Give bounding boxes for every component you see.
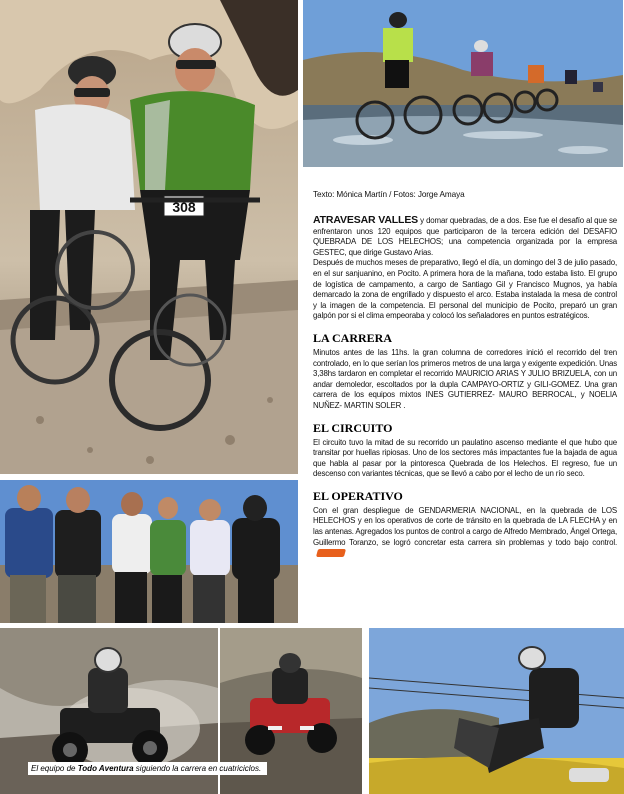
photo-cyclists-stream [303, 0, 623, 167]
article-credits: Texto: Mónica Martín / Fotos: Jorge Amaya [313, 190, 465, 199]
intro-paragraph-2: Después de muchos meses de preparativo, llegó el día, un domingo del 3 de julio pasado, en el sur sanjuanino, en Pocito. A primera hora de la mañana, todo estaba listo. El grupo de logística de campamento, a cargo de Santiago Gil y Francisco Mugnos, ya había demarcado la zona de engrillado y dispuesto el arco. Estaba instalada la mesa de control y la imagen de la competencia. El personal del municipio de Pocito, preparó un gran galpón por si el clima empeoraba y colocó los señaladores en puntos estratégicos. [313, 258, 617, 321]
photo-cyclists-main [0, 0, 298, 474]
section-title-el-circuito: EL CIRCUITO [313, 420, 393, 435]
section-text-el-circuito: El circuito tuvo la mitad de su recorrido un paulatino ascenso mediante el que hubo que transitar por huellas ripiosas. Uno de los sectores más impactantes fue la bajada de agua que habla al pasar por la pintoresca Quebrada de los Helechos. El regreso, fue un descenso con variantes técnicas, que se llevó a cabo por el lecho de un río seco. [313, 437, 617, 479]
photo-rider-on-track [369, 628, 624, 794]
section-text-el-operativo-body: Con el gran despliegue de GENDARMERIA NACIONAL, en la quebrada de LOS HELECHOS y en los operativos de corte de tránsito en la quebrada de LA FLECHA y en las antenas. Agregados los puntos de control a cargo de Alfredo Membrado, Ángel Ortega, Guillermo Toranzo, se logró concretar esta carrera sin problemas y todo bajo control. [313, 505, 617, 547]
intro-paragraph [313, 215, 617, 258]
caption-text-pre: El equipo de [31, 764, 78, 773]
intro-lead: ATRAVESAR VALLES [313, 214, 419, 226]
section-title-el-operativo: EL OPERATIVO [313, 488, 403, 503]
photo-caption [28, 762, 267, 775]
photo-team-group [0, 480, 298, 623]
end-of-article-mark [316, 549, 346, 557]
caption-text-post: siguiendo la carrera en cuatriciclos. [133, 764, 262, 773]
article-text-column [313, 190, 617, 559]
section-title-la-carrera: LA CARRERA [313, 330, 393, 345]
caption-brand: Todo Aventura [77, 764, 134, 773]
intro-text: y domar quebradas, de a dos. Ese fue el desafío al que se enfrentaron unos 120 equipos que participaron de la tercera edición del DESAFIO QUEBRADA DE LOS HELECHOS; una competencia organizada por la empresa GESTEC, que dirige Gustavo Arias. [313, 216, 617, 257]
bib-number: 308 [172, 199, 196, 215]
section-text-la-carrera: Minutos antes de las 11hs. la gran columna de corredores inició el recorrido del tren controlado, en lo que serían los primeros metros de una larga y exigente expedición. Unas 3,38hs tardaron en completar el recorrido MAURICIO ARIAS Y JULIO BRIZUELA, con un andar demoledor, escoltados por la dupla CAMPAYO-ORTIZ y GILI-GOMEZ. Una gran carrera de los equipos mixtos INES GUTIERREZ- MAURO BERROCAL, y NOELIA NUÑEZ- MARTIN SOLER . [313, 347, 617, 410]
section-text-el-operativo [313, 506, 617, 559]
